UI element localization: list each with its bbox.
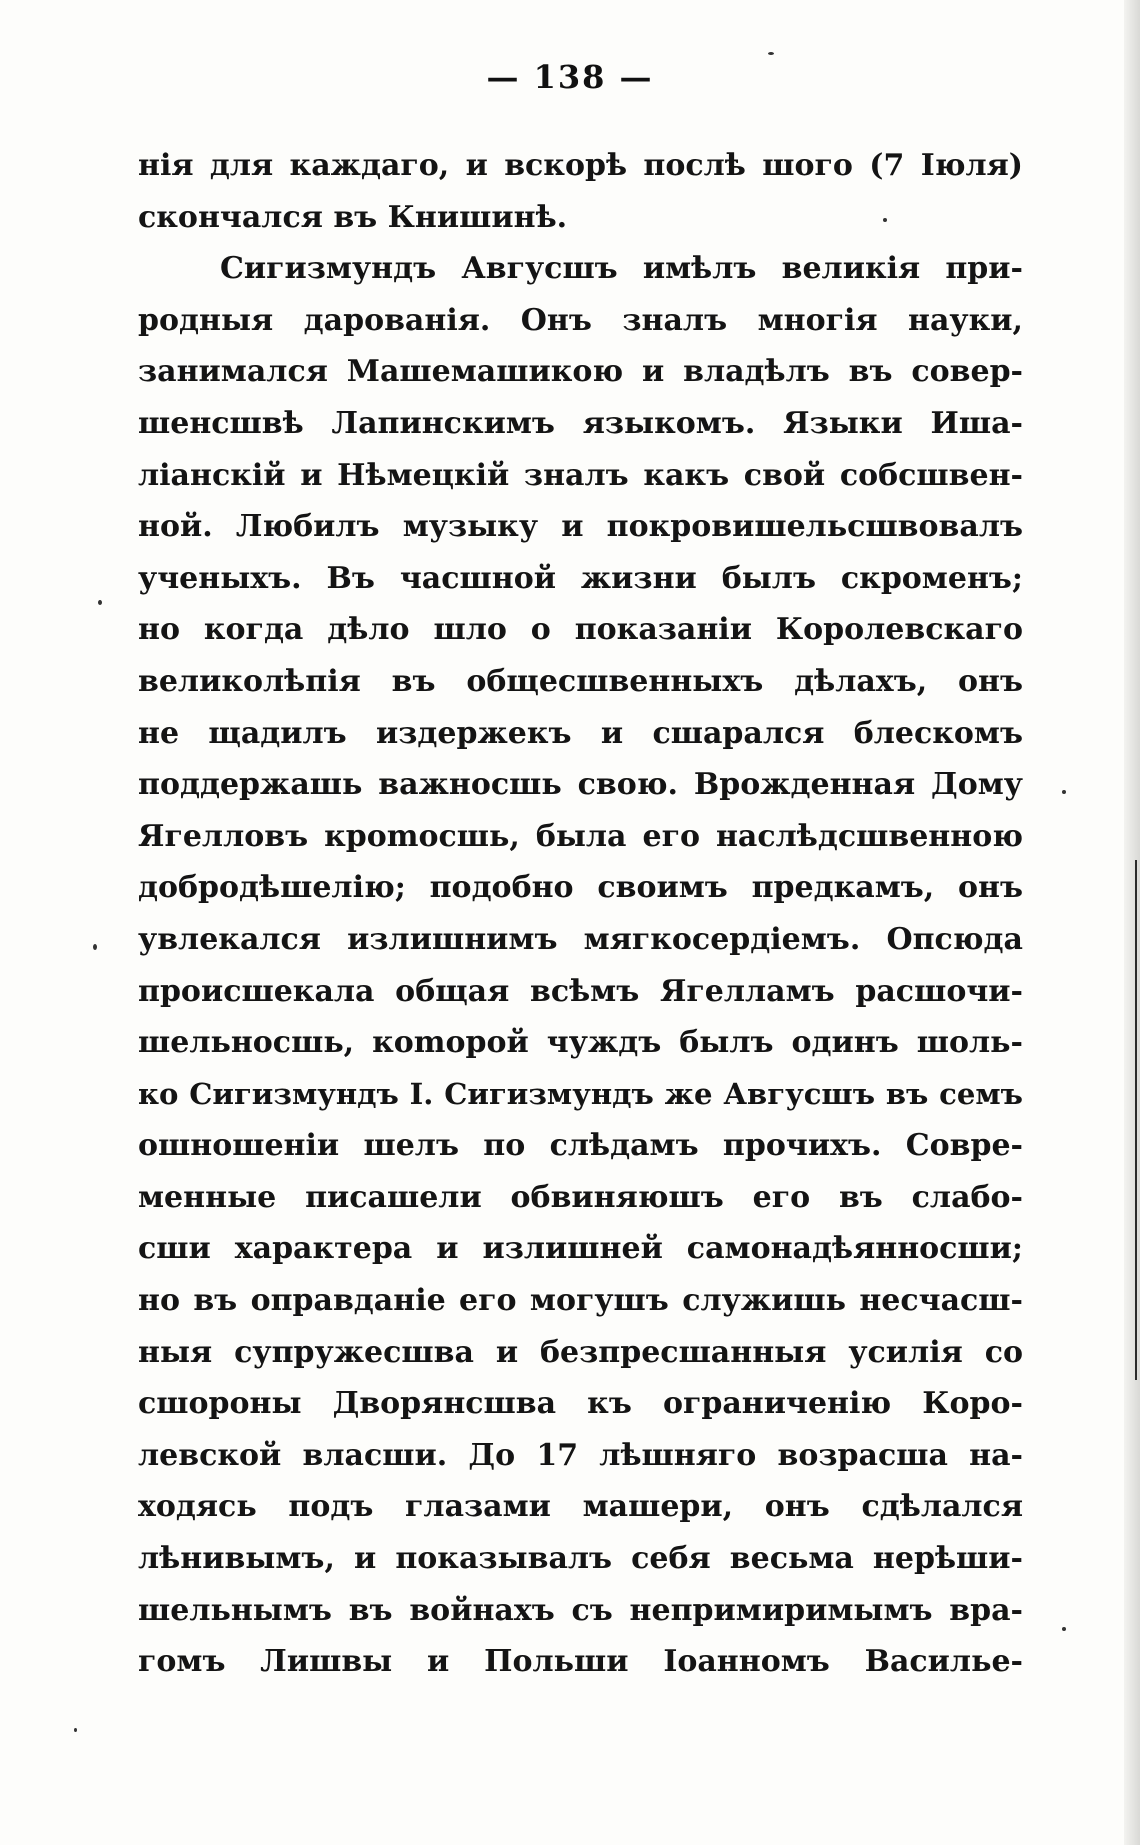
text-line: ко Сигизмундъ I. Сигизмундъ же Авгусшъ въ семъ — [138, 1076, 1023, 1111]
text-line: не щадилъ издержекъ и сшарался блескомъ — [138, 715, 1023, 751]
text-line: шельнымъ въ войнахъ съ непримиримымъ вра- — [138, 1592, 1023, 1628]
text-line: поддержашь важносшь свою. Врожденная Дому — [138, 767, 1023, 803]
scan-speck — [1062, 790, 1066, 794]
text-line: увлекался излишнимъ мягкосердіемъ. Опсюда — [138, 921, 1023, 957]
text-line: ходясь подъ глазами машери, онъ сдѣлался — [138, 1489, 1023, 1525]
text-line: шенсшвѣ Лапинскимъ языкомъ. Языки Иша- — [138, 405, 1023, 441]
text-line: Ягелловъ кроmoсшь, была его наслѣдсшвенною — [138, 818, 1023, 854]
page-edge-line — [1135, 860, 1137, 1380]
body-text — [138, 140, 1023, 1688]
text-line: лѣнивымъ, и показывалъ себя весьма нерѣши- — [138, 1541, 1023, 1577]
text-line: ной. Любилъ музыку и покровишельсшвовалъ — [138, 509, 1023, 545]
text-line: сшороны Дворянсшва къ ограниченію Коро- — [138, 1386, 1023, 1422]
scan-speck — [93, 944, 97, 950]
text-line: происшекала общая всѣмъ Ягелламъ расшочи- — [138, 973, 1023, 1009]
text-line: скончался въ Книшинѣ. — [138, 199, 568, 235]
scan-speck — [74, 1728, 77, 1732]
scan-speck — [1062, 1627, 1066, 1631]
text-line: левской власши. До 17 лѣшняго возрасша на- — [138, 1437, 1023, 1473]
text-line: сши характера и излишней самонадѣянносши; — [138, 1231, 1023, 1267]
text-line: занимался Машемашикою и владѣлъ въ совер- — [138, 354, 1023, 390]
page-edge-shadow — [1124, 0, 1140, 1845]
text-line: ліанскій и Нѣмецкій зналъ какъ свой собсшвен- — [138, 457, 1023, 493]
text-line: ошношеніи шелъ по слѣдамъ прочихъ. Совре- — [138, 1128, 1023, 1164]
text-line: ныя супружесшва и безпресшанныя усилія со — [138, 1334, 1023, 1370]
text-line: но въ оправданіе его могушъ служишь несчасш- — [138, 1283, 1023, 1319]
text-line: добродѣшелію; подобно своимъ предкамъ, онъ — [138, 870, 1023, 906]
text-line: родныя дарованія. Онъ зналъ многія науки, — [138, 302, 1023, 338]
text-line: шельносшь, коmoрой чуждъ былъ одинъ шоль- — [138, 1025, 1023, 1061]
scan-speck — [883, 218, 887, 222]
scan-speck — [768, 52, 774, 55]
text-line: но когда дѣло шло о показаніи Королевскаго — [138, 612, 1023, 648]
scan-speck — [98, 600, 102, 605]
text-line: Сигизмундъ Авгусшъ имѣлъ великія при- — [220, 251, 1023, 287]
text-line: великолѣпія въ общесшвенныхъ дѣлахъ, онъ — [138, 663, 1023, 699]
text-line: ученыхъ. Въ часшной жизни былъ скроменъ; — [138, 560, 1023, 596]
text-line: гомъ Лишвы и Польши Іоанномъ Василье- — [138, 1644, 1023, 1680]
text-line: нія для каждаго, и вскорѣ послѣ шого (7 Іюля) — [138, 148, 1023, 183]
page-number: — 138 — — [486, 58, 654, 96]
text-line: менные писашели обвиняюшъ его въ слабо- — [138, 1179, 1023, 1215]
